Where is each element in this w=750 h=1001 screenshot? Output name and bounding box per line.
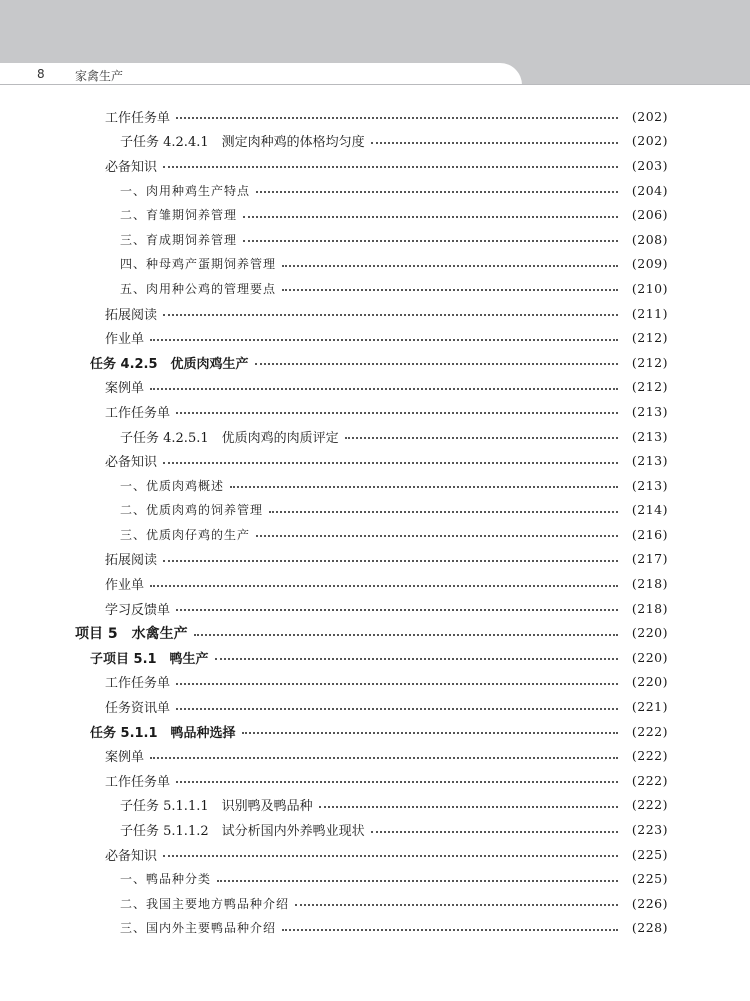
- toc-entry-title: 任务 4.2.5 优质肉鸡生产: [90, 356, 249, 372]
- toc-entry-page: (203): [631, 157, 668, 173]
- toc-dot-leader: [163, 560, 618, 562]
- toc-entry-page: (218): [631, 576, 668, 592]
- toc-entry-title: 项目 5 水禽生产: [75, 625, 188, 642]
- toc-dot-leader: [176, 609, 618, 611]
- toc-entry-page: (208): [631, 231, 668, 247]
- toc-entry: [0, 227, 750, 252]
- toc-entry-page: (214): [631, 502, 668, 518]
- toc-entry: [0, 276, 750, 301]
- toc-entry-title: 任务 5.1.1 鸭品种选择: [90, 725, 236, 741]
- toc-entry-title: 子任务 5.1.1.1 识别鸭及鸭品种: [120, 799, 313, 815]
- toc-dot-leader: [163, 314, 618, 316]
- toc-entry-page: (206): [631, 207, 668, 223]
- toc-entry-page: (223): [631, 822, 668, 838]
- toc-entry: [0, 596, 750, 621]
- toc-entry-title: 必备知识: [105, 848, 158, 864]
- page-header-rule: [0, 84, 750, 85]
- toc-entry-title: 工作任务单: [105, 774, 171, 790]
- toc-dot-leader: [215, 658, 618, 660]
- toc-entry-title: 三、国内外主要鸭品种介绍: [120, 921, 277, 936]
- toc-entry-page: (213): [631, 453, 668, 469]
- toc-entry: [0, 768, 750, 793]
- toc-entry-page: (202): [631, 108, 668, 124]
- toc-entry: [0, 153, 750, 178]
- toc-dot-leader: [295, 904, 618, 906]
- toc-entry: [0, 129, 750, 154]
- toc-entry-title: 三、育成期饲养管理: [120, 232, 238, 247]
- toc-dot-leader: [176, 708, 618, 710]
- toc-entry: [0, 793, 750, 818]
- toc-entry-page: (218): [631, 600, 668, 616]
- toc-entry: [0, 842, 750, 867]
- toc-dot-leader: [163, 462, 618, 464]
- toc-entry: [0, 202, 750, 227]
- toc-entry: [0, 399, 750, 424]
- toc-entry-title: 子任务 4.2.5.1 优质肉鸡的肉质评定: [120, 430, 339, 446]
- toc-entry: [0, 104, 750, 129]
- toc-dot-leader: [176, 117, 618, 119]
- toc-entry: [0, 670, 750, 695]
- toc-dot-leader: [255, 363, 618, 365]
- toc-entry-page: (222): [631, 748, 668, 764]
- toc-entry-title: 拓展阅读: [105, 553, 158, 569]
- toc-entry-page: (209): [631, 256, 668, 272]
- toc-dot-leader: [256, 535, 618, 537]
- toc-entry: [0, 325, 750, 350]
- toc-entry: [0, 743, 750, 768]
- toc-entry-title: 子任务 4.2.4.1 测定肉种鸡的体格均匀度: [120, 135, 365, 151]
- toc-entry-title: 二、我国主要地方鸭品种介绍: [120, 896, 290, 911]
- toc-entry: [0, 424, 750, 449]
- toc-entry-page: (225): [631, 846, 668, 862]
- toc-entry: [0, 522, 750, 547]
- toc-entry-title: 一、鸭品种分类: [120, 872, 212, 887]
- toc-entry: [0, 694, 750, 719]
- toc-entry: [0, 719, 750, 744]
- toc-dot-leader: [217, 880, 618, 882]
- toc-dot-leader: [282, 265, 618, 267]
- toc-entry-page: (222): [631, 772, 668, 788]
- toc-entry-page: (217): [631, 551, 668, 567]
- toc-entry-page: (212): [631, 354, 668, 370]
- toc-dot-leader: [230, 486, 618, 488]
- toc-entry-title: 四、种母鸡产蛋期饲养管理: [120, 257, 277, 272]
- toc-dot-leader: [319, 806, 618, 808]
- toc-dot-leader: [194, 634, 618, 636]
- toc-dot-leader: [163, 166, 618, 168]
- toc-entry-page: (228): [631, 920, 668, 936]
- toc-entry-title: 工作任务单: [105, 676, 171, 692]
- toc-entry-title: 任务资讯单: [105, 701, 171, 717]
- toc-entry-title: 学习反馈单: [105, 602, 171, 618]
- toc-entry-title: 案例单: [105, 750, 145, 766]
- toc-entry-page: (213): [631, 403, 668, 419]
- toc-entry-page: (210): [631, 280, 668, 296]
- toc-entry-title: 拓展阅读: [105, 307, 158, 323]
- toc-entry-title: 一、肉用种鸡生产特点: [120, 183, 251, 198]
- toc-entry: [0, 301, 750, 326]
- toc-entry-title: 子任务 5.1.1.2 试分析国内外养鸭业现状: [120, 824, 365, 840]
- toc-entry-page: (212): [631, 330, 668, 346]
- toc-entry: [0, 448, 750, 473]
- toc-dot-leader: [243, 240, 618, 242]
- toc-entry-title: 三、优质肉仔鸡的生产: [120, 527, 251, 542]
- toc-entry-title: 工作任务单: [105, 405, 171, 421]
- toc-entry-title: 作业单: [105, 578, 145, 594]
- toc-dot-leader: [163, 855, 618, 857]
- toc-entry: [0, 645, 750, 670]
- toc-entry-page: (202): [631, 133, 668, 149]
- toc-entry-title: 必备知识: [105, 159, 158, 175]
- toc-dot-leader: [176, 683, 618, 685]
- toc-dot-leader: [150, 757, 618, 759]
- toc-entry-title: 一、优质肉鸡概述: [120, 478, 225, 493]
- toc-entry-page: (211): [631, 305, 668, 321]
- toc-entry: [0, 252, 750, 277]
- toc-dot-leader: [282, 289, 618, 291]
- toc-entry-title: 必备知识: [105, 455, 158, 471]
- toc-entry: [0, 473, 750, 498]
- toc-dot-leader: [243, 216, 618, 218]
- toc-entry-page: (221): [631, 699, 668, 715]
- page-number: 8: [37, 67, 45, 81]
- toc-entry: [0, 498, 750, 523]
- toc-dot-leader: [150, 339, 618, 341]
- toc-entry-page: (225): [631, 871, 668, 887]
- table-of-contents: [0, 104, 750, 940]
- toc-dot-leader: [345, 437, 618, 439]
- toc-dot-leader: [282, 929, 618, 931]
- toc-entry: [0, 817, 750, 842]
- toc-entry-page: (220): [631, 674, 668, 690]
- toc-entry-title: 二、育雏期饲养管理: [120, 208, 238, 223]
- toc-dot-leader: [242, 732, 618, 734]
- toc-dot-leader: [269, 511, 618, 513]
- toc-entry: [0, 916, 750, 941]
- toc-entry: [0, 178, 750, 203]
- toc-entry-page: (226): [631, 895, 668, 911]
- toc-entry-title: 工作任务单: [105, 110, 171, 126]
- toc-entry: [0, 350, 750, 375]
- toc-entry: [0, 620, 750, 645]
- toc-dot-leader: [256, 191, 618, 193]
- toc-dot-leader: [176, 412, 618, 414]
- toc-entry-page: (222): [631, 723, 668, 739]
- toc-dot-leader: [371, 831, 618, 833]
- toc-entry: [0, 375, 750, 400]
- toc-entry: [0, 547, 750, 572]
- toc-entry-page: (216): [631, 526, 668, 542]
- toc-entry: [0, 891, 750, 916]
- toc-entry-title: 子项目 5.1 鸭生产: [90, 651, 209, 667]
- toc-entry: [0, 866, 750, 891]
- toc-entry-title: 五、肉用种公鸡的管理要点: [120, 281, 277, 296]
- toc-entry-page: (222): [631, 797, 668, 813]
- toc-entry-title: 二、优质肉鸡的饲养管理: [120, 503, 264, 518]
- toc-entry-page: (204): [631, 182, 668, 198]
- toc-entry-page: (220): [631, 625, 668, 641]
- toc-entry-title: 作业单: [105, 332, 145, 348]
- toc-entry-page: (213): [631, 428, 668, 444]
- toc-dot-leader: [371, 142, 618, 144]
- book-title: 家禽生产: [75, 69, 124, 83]
- toc-dot-leader: [176, 781, 618, 783]
- toc-entry: [0, 571, 750, 596]
- toc-entry-title: 案例单: [105, 381, 145, 397]
- toc-entry-page: (212): [631, 379, 668, 395]
- toc-dot-leader: [150, 388, 618, 390]
- toc-entry-page: (213): [631, 477, 668, 493]
- toc-dot-leader: [150, 585, 618, 587]
- toc-entry-page: (220): [631, 649, 668, 665]
